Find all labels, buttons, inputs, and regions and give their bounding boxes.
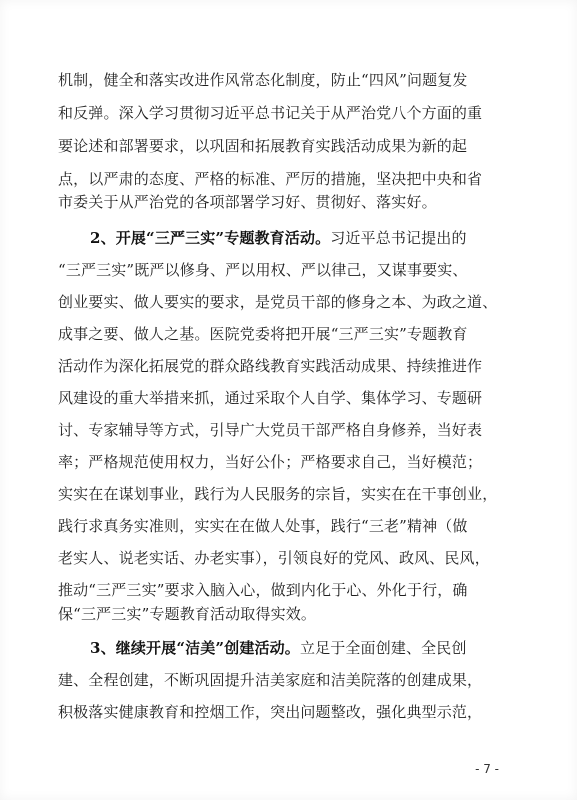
section-2-first-line [90,228,532,248]
section-2-heading: 2、开展“三严三实”专题教育活动。 [90,229,331,247]
paragraph-1-line-4: 点，以严肃的态度、严格的标准、严厉的措施，坚决把中央和省 [58,170,483,188]
section-2-first-line-text: 习近平总书记提出的 [330,229,467,247]
section-2-line-4: 成事之要、做人之基。医院党委将把开展“三严三实”专题教育 [58,325,468,343]
section-2-line-8: 率；严格规范使用权力，当好公仆；严格要求自己，当好模范； [58,453,483,471]
section-2-line-2: “三严三实”既严以修身、严以用权、严以律己，又谋事要实、 [58,261,468,279]
section-3-first-line-text: 立足于全面创建、全民创 [299,639,467,657]
paragraph-1-line-3: 要论述和部署要求，以巩固和拓展教育实践活动成果为新的起 [58,137,468,155]
paragraph-1-line-5: 市委关于从严治党的各项部署学习好、贯彻好、落实好。 [58,193,437,211]
section-3-heading: 3、继续开展“洁美”创建活动。 [90,639,300,657]
section-2-line-12: 推动“三严三实”要求入脑入心，做到内化于心、外化于行，确 [58,581,468,599]
paragraph-1-line-1: 机制，健全和落实改进作风常态化制度，防止“四风”问题复发 [58,71,468,89]
page-number: - 7 - [475,762,499,776]
section-2-line-9: 实实在在谋划事业，践行为人民服务的宗旨，实实在在干事创业， [58,485,498,503]
section-3-first-line [90,638,532,658]
section-3-line-3: 积极落实健康教育和控烟工作，突出问题整改，强化典型示范， [58,703,483,721]
section-2-line-10: 践行求真务实准则，实实在在做人处事，践行“三老”精神（做 [58,517,468,535]
section-2-line-6: 风建设的重大举措来抓，通过采取个人自学、集体学习、专题研 [58,389,483,407]
section-2-line-11: 老实人、说老实话、办老实事），引领良好的党风、政风、民风， [58,549,490,567]
section-2-line-5: 活动作为深化拓展党的群众路线教育实践活动成果、持续推进作 [58,357,483,375]
paragraph-1-line-2: 和反弹。深入学习贯彻习近平总书记关于从严治党八个方面的重 [58,104,483,122]
section-2-line-13: 保“三严三实”专题教育活动取得实效。 [58,605,317,623]
section-2-line-3: 创业要实、做人要实的要求，是党员干部的修身之本、为政之道、 [58,293,498,311]
section-2-line-7: 讨、专家辅导等方式，引导广大党员干部严格自身修养，当好表 [58,421,483,439]
section-3-line-2: 建、全程创建，不断巩固提升洁美家庭和洁美院落的创建成果， [58,671,483,689]
